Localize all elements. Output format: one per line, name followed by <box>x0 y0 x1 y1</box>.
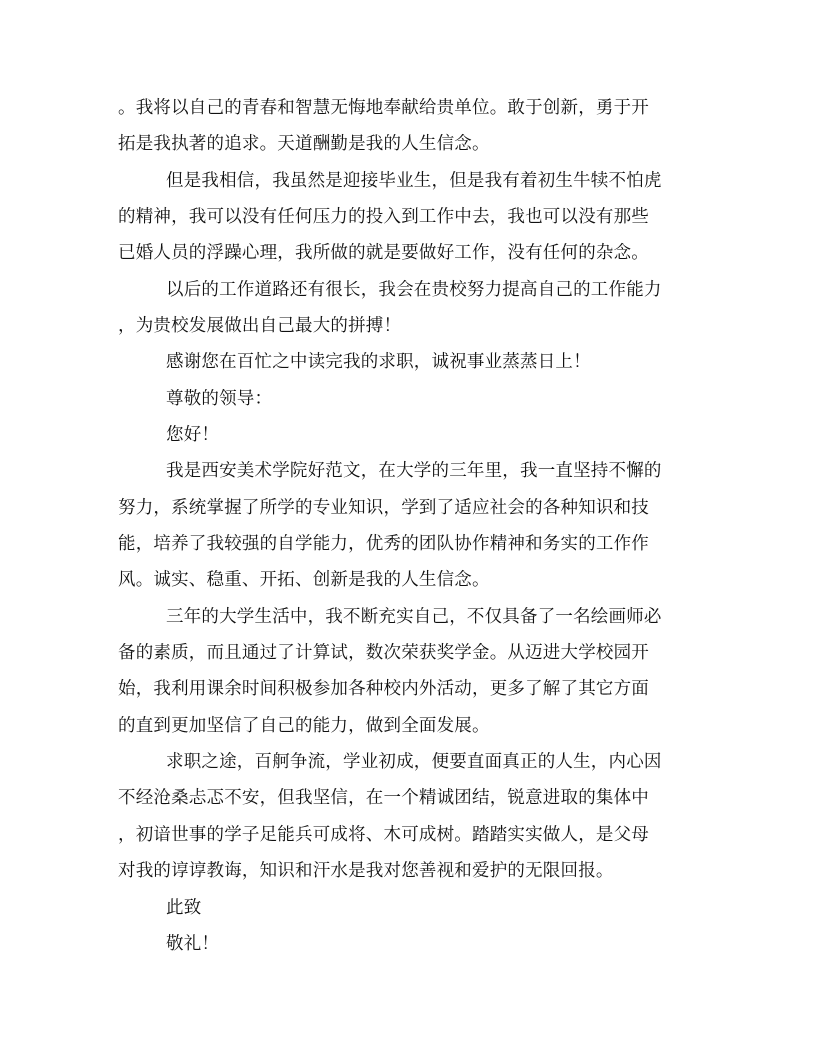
text-line: 始，我利用课余时间积极参加各种校内外活动，更多了解了其它方面 <box>118 679 649 699</box>
text-line: 以后的工作道路还有很长，我会在贵校努力提高自己的工作能力 <box>166 280 662 300</box>
text-line: 备的素质，而且通过了计算试，数次荣获奖学金。从迈进大学校园开 <box>118 643 649 663</box>
text-line: 感谢您在百忙之中读完我的求职，诚祝事业蒸蒸日上！ <box>166 352 591 372</box>
text-line: 努力，系统掌握了所学的专业知识，学到了适应社会的各种知识和技 <box>118 498 649 518</box>
text-line: 但是我相信，我虽然是迎接毕业生，但是我有着初生牛犊不怕虎 <box>166 171 662 191</box>
text-line: ，为贵校发展做出自己最大的拼搏！ <box>118 316 402 336</box>
closing-line: 此致 <box>166 898 202 918</box>
text-line: 的直到更加坚信了自己的能力，做到全面发展。 <box>118 716 490 736</box>
text-line: ，初谙世事的学子足能兵可成将、木可成树。踏踏实实做人，是父母 <box>118 825 649 845</box>
text-line: 不经沧桑忐忑不安，但我坚信，在一个精诚团结，锐意进取的集体中 <box>118 788 649 808</box>
text-line: 风。诚实、稳重、开拓、创新是我的人生信念。 <box>118 570 490 590</box>
text-line: 能，培养了我较强的自学能力，优秀的团队协作精神和务实的工作作 <box>118 534 649 554</box>
text-line: 求职之途，百舸争流，学业初成，便要直面真正的人生，内心因 <box>166 752 662 772</box>
text-line: 拓是我执著的追求。天道酬勤是我的人生信念。 <box>118 134 490 154</box>
salutation: 尊敬的领导： <box>166 389 273 409</box>
text-line: 的精神，我可以没有任何压力的投入到工作中去，我也可以没有那些 <box>118 207 649 227</box>
greeting: 您好！ <box>166 425 220 445</box>
text-line: 。我将以自己的青春和智慧无悔地奉献给贵单位。敢于创新，勇于开 <box>118 98 649 118</box>
text-line: 对我的谆谆教诲，知识和汗水是我对您善视和爱护的无限回报。 <box>118 861 614 881</box>
text-line: 我是西安美术学院好范文，在大学的三年里，我一直坚持不懈的 <box>166 461 662 481</box>
closing-regards: 敬礼！ <box>166 934 220 954</box>
text-line: 三年的大学生活中，我不断充实自己，不仅具备了一名绘画师必 <box>166 607 662 627</box>
text-line: 已婚人员的浮躁心理，我所做的就是要做好工作，没有任何的杂念。 <box>118 243 649 263</box>
